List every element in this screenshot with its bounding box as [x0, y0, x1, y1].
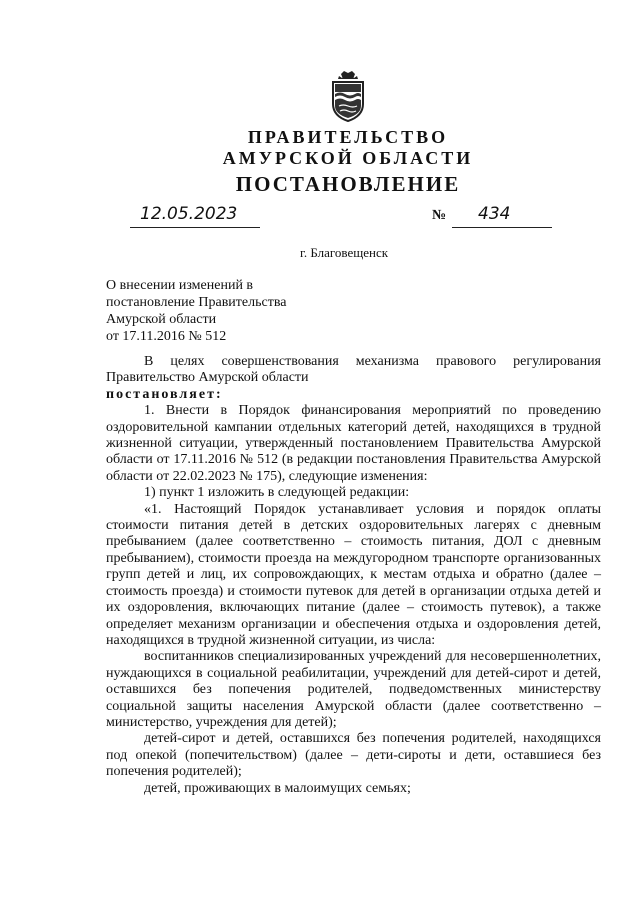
subject-line: от 17.11.2016 № 512	[106, 329, 227, 344]
category-pupils-paragraph: воспитанников специализированных учреждений для несовершеннолетних, нуждающихся в социальной реабилитации, учреждений для детей-сирот и детей, оставшихся без попечения родителей, подведомственных министерству социальной защиты населения Амурской области (далее соответственно – министерство, учреждения для детей);	[106, 649, 601, 730]
document-type-title: ПОСТАНОВЛЕНИЕ	[235, 172, 461, 196]
number-label: №	[432, 208, 447, 223]
subject-line: Амурской области	[106, 312, 217, 327]
category-low-income-paragraph: детей, проживающих в малоимущих семьях;	[144, 780, 411, 796]
document-number: 434	[452, 204, 552, 228]
subclause-1-paragraph: 1) пункт 1 изложить в следующей редакции:	[144, 485, 410, 501]
preamble-paragraph: В целях совершенствования механизма правового регулирования Правительство Амурской области	[106, 354, 601, 386]
subject-line: О внесении изменений в	[106, 278, 254, 293]
city-name: г. Благовещенск	[300, 245, 389, 260]
subject-line: постановление Правительства	[106, 295, 287, 310]
government-title-line1: ПРАВИТЕЛЬСТВО	[247, 127, 449, 147]
point-1-text-paragraph: «1. Настоящий Порядок устанавливает условия и порядок оплаты стоимости питания детей в детских оздоровительных лагерях с дневным пребыванием (далее соответственно – стоимость питания, ДОЛ с дневным пребыванием), стоимости проезда на междугородном транспорте организованных групп детей и лиц, их сопровождающих, к местам отдыха и обратно (далее – стоимость проезда) и стоимости путевок для детей в организации отдыха детей и их оздоровления, включающих питание (далее – стоимость путевок), а также определяет механизм организации и обеспечения отдыха и оздоровления детей, находящихся в трудной жизненной ситуации, из числа:	[106, 501, 601, 648]
document-date: 12.05.2023	[130, 204, 260, 228]
resolve-word: постановляет:	[106, 386, 223, 402]
government-title-line2: АМУРСКОЙ ОБЛАСТИ	[222, 148, 474, 168]
category-orphans-paragraph: детей-сирот и детей, оставшихся без попечения родителей, находящихся под опекой (попечительством) (далее – дети-сироты и дети, оставшиеся без попечения родителей);	[106, 731, 601, 780]
document-body	[106, 354, 601, 797]
clause-1-paragraph: 1. Внести в Порядок финансирования мероприятий по проведению оздоровительной кампании отдельных категорий детей, находящихся в трудной жизненной ситуации, утвержденный постановлением Правительства Амурской области от 17.11.2016 № 512 (в редакции постановления Правительства Амурской области от 22.02.2023 № 175), следующие изменения:	[106, 403, 601, 484]
coat-of-arms-emblem	[329, 70, 367, 122]
document-subject	[106, 277, 286, 345]
